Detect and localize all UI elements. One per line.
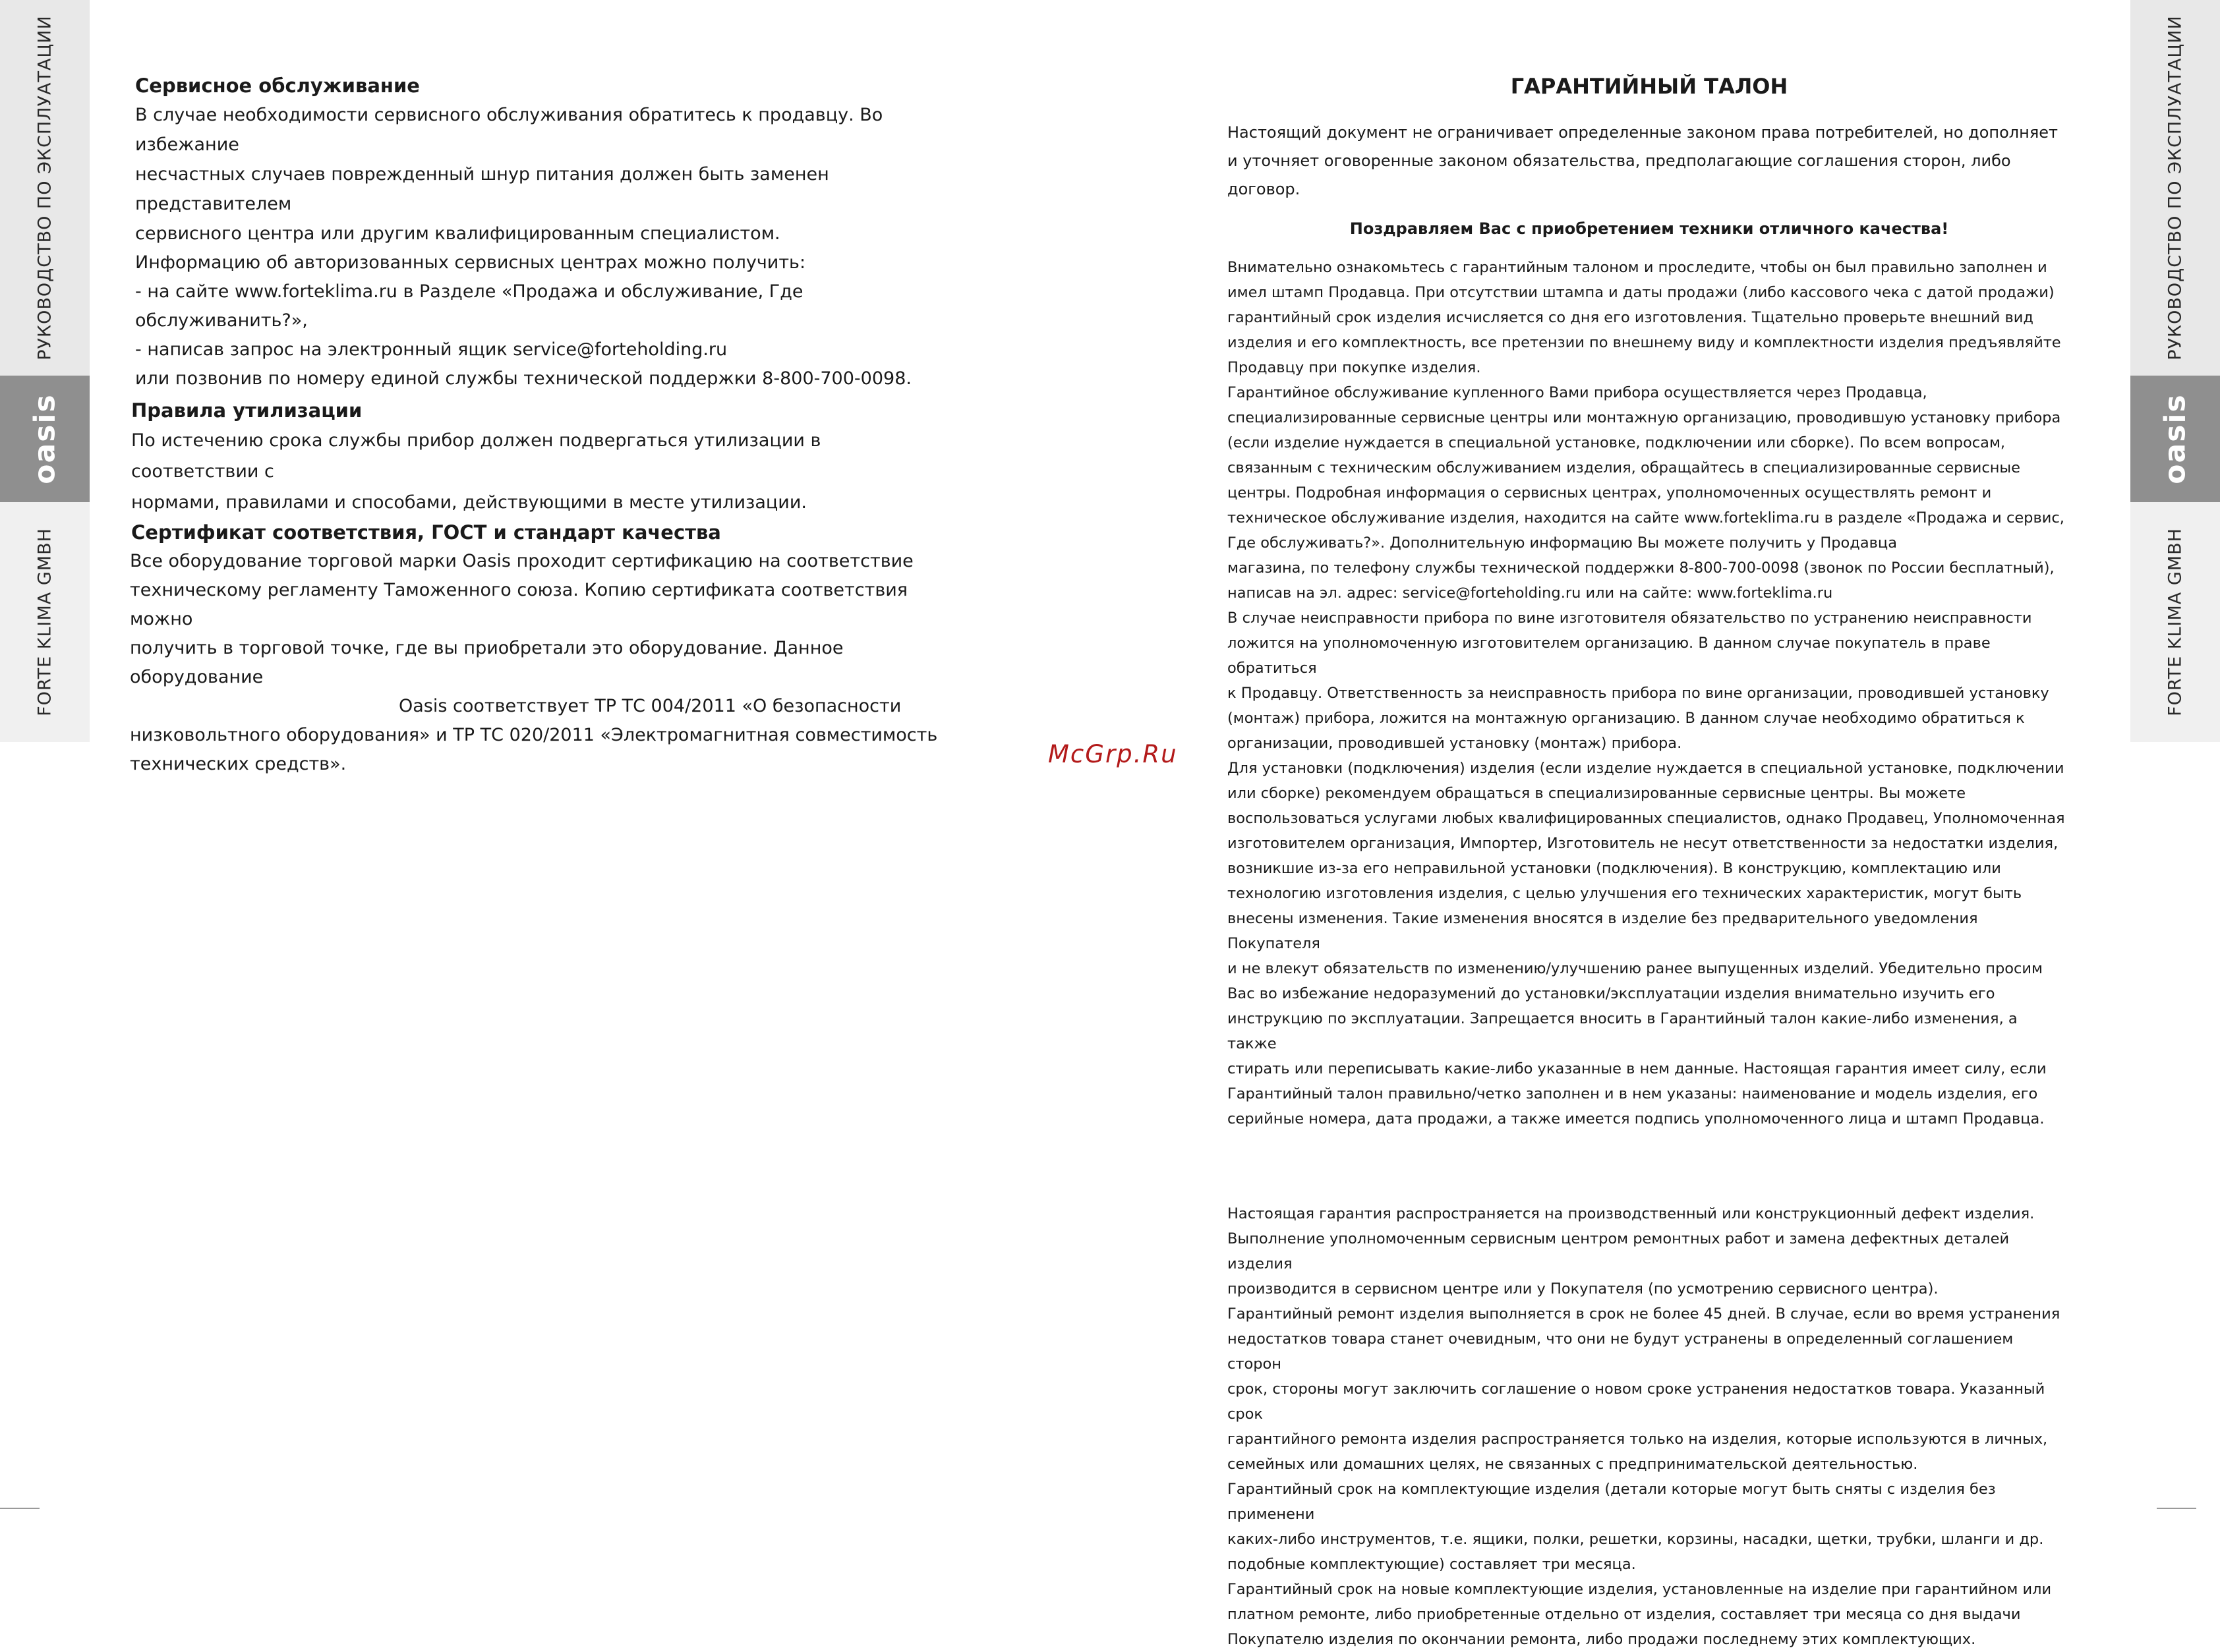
cert-heading: Сертификат соответствия, ГОСТ и стандарт качества (131, 521, 721, 544)
congrats-line: Поздравляем Вас с приобретением техники отличного качества! (1349, 219, 1949, 238)
right-manual-label: РУКОВОДСТВО ПО ЭКСПЛУАТАЦИИ (2165, 15, 2186, 360)
cert-line: получить в торговой точке, где вы приобретали это оборудование. Данное оборудование (130, 638, 844, 687)
cert-center-line: Oasis соответствует ТР ТС 004/2011 «О безопасности (399, 696, 902, 716)
warranty-title: ГАРАНТИЙНЫЙ ТАЛОН (1510, 74, 1788, 99)
service-line: - на сайте www.forteklima.ru в Разделе «Продажа и обслуживание, Где обслуживанить?», (135, 281, 803, 331)
service-line: сервисного центра или другим квалифицированным специалистом. (135, 223, 780, 244)
left-brand-logo: oasis (28, 393, 62, 484)
disposal-heading: Правила утилизации (131, 399, 363, 422)
left-brand-tab (0, 376, 90, 502)
warranty-terms-block: Внимательно ознакомьтесь с гарантийным талоном и проследите, чтобы он был правильно заполнен и имел штамп Продавца. При отсутствии штампа и даты продажи (либо кассового чека с датой продажи) гарантийный срок изделия исчисляется со дня его изготовления. Тщательно проверьте внешний вид изделия и его комплектность, все претензии по внешнему виду и комплектности изделия предъявляйте Продавцу при покупке изделия. Гарантийное обслуживание купленного Вами прибора осуществляется через Продавца, специализированные сервисные центры или монтажную организацию, проводившую установку прибора (если изделие нуждается в специальной установке, подключении или сборке). По всем вопросам, связанным с техническим обслуживанием изделия, обращайтесь в специализированные сервисные центры. Подробная информация о сервисных центрах, уполномоченных осуществлять ремонт и техническое обслуживание изделия, находится на сайте www.forteklima.ru в разделе «Продажа и сервис, Где обслуживать?». Дополнительную информацию Вы можете получить у Продавца магазина, по телефону службы технической поддержки 8-800-700-0098 (звонок по России бесплатный), написав на эл. адрес: service@forteholding.ru или на сайте: www.forteklima.ru В случае неисправности прибора по вине изготовителя обязательство по устранению неисправности ложится на уполномоченную изготовителем организацию. В данном случае покупатель в праве обратиться к Продавцу. Ответственность за неисправность прибора по вине организации, проводившей установку (монтаж) прибора, ложится на монтажную организацию. В данном случае необходимо обратиться к организации, проводившей установку (монтаж) прибора. Для установки (подключения) изделия (если изделие нуждается в специальной установке, подключении или сборке) рекомендуем обращаться в специализированные сервисные центры. Вы можете воспользоваться услугами любых квалифицированных специалистов, однако Продавец, Уполномоченная изготовителем организация, Импортер, Изготовитель не несут ответственности за недостатки изделия, возникшие из-за его неправильной установки (подключения). В конструкцию, комплектацию или технологию изготовления изделия, с целью улучшения его технических характеристик, могут быть внесены изменения. Такие изменения вносятся в изделие без предварительного уведомления Покупателя и не влекут обязательств по изменению/улучшению ранее выпущенных изделий. Убедительно просим Вас во избежание недоразумений до установки/эксплуатации изделия внимательно изучить его инструкцию по эксплуатации. Запрещается вносить в Гарантийный талон какие-либо изменения, а также стирать или переписывать какие-либо указанные в нем данные. Настоящая гарантия имеет силу, если Гарантийный талон правильно/четко заполнен и в нем указаны: наименование и модель изделия, его серийные номера, дата продажи, а также имеется подпись уполномоченного лица и штамп Продавца. (1227, 259, 2065, 1127)
spacer (1227, 1131, 2071, 1201)
cert-line: технических средств». (130, 754, 347, 774)
left-bottom-rule (0, 1508, 40, 1509)
right-page-content (1227, 70, 2071, 1652)
service-line: В случае необходимости сервисного обслуживания обратитесь к продавцу. Во избежание (135, 105, 883, 155)
intro-line: Настоящий документ не ограничивает определенные законом права потребителей, но дополняет (1227, 123, 2059, 142)
service-line: несчастных случаев поврежденный шнур питания должен быть заменен представителем (135, 164, 829, 214)
service-line: или позвонив по номеру единой службы технической поддержки 8-800-700-0098. (135, 368, 912, 389)
cert-line: техническому регламенту Таможенного союза. Копию сертификата соответствия можно (130, 580, 908, 629)
service-heading: Сервисное обслуживание (135, 74, 420, 97)
left-company-label: FORTE KLIMA GMBH (34, 528, 55, 716)
disposal-line: нормами, правилами и способами, действующими в месте утилизации. (131, 492, 807, 513)
intro-line: и уточняет оговоренные законом обязательства, предполагающие соглашения сторон, либо (1227, 152, 2011, 170)
service-line: Информацию об авторизованных сервисных центрах можно получить: (135, 252, 806, 273)
right-manual-tab (2130, 0, 2220, 376)
warranty-repair-block: Настоящая гарантия распространяется на производственный или конструкционный дефект изделия. Выполнение уполномоченным сервисным центром ремонтных работ и замена дефектных деталей изделия производится в сервисном центре или у Покупателя (по усмотрению сервисного центра). Гарантийный ремонт изделия выполняется в срок не более 45 дней. В случае, если во время устранения недостатков товара станет очевидным, что они не будут устранены в определенный соглашением сторон срок, стороны могут заключить соглашение о новом сроке устранения недостатков товара. Указанный срок гарантийного ремонта изделия распространяется только на изделия, которые используются в личных, семейных или домашних целях, не связанных с предпринимательской деятельностью. Гарантийный срок на комплектующие изделия (детали которые могут быть сняты с изделия без применени каких-либо инструментов, т.е. ящики, полки, решетки, корзины, насадки, щетки, трубки, шланги и др. подобные комплектующие) составляет три месяца. Гарантийный срок на новые комплектующие изделия, установленные на изделие при гарантийном или платном ремонте, либо приобретенные отдельно от изделия, составляет три месяца со дня выдачи Покупателю изделия по окончании ремонта, либо продажи последнему этих комплектующих. (1227, 1205, 2060, 1648)
right-company-label: FORTE KLIMA GMBH (2165, 528, 2186, 716)
right-bottom-rule (2157, 1508, 2196, 1509)
cert-line: низковольтного оборудования» и ТР ТС 020/2011 «Электромагнитная совместимость (130, 725, 938, 745)
right-brand-logo: oasis (2158, 393, 2192, 484)
left-manual-tab (0, 0, 90, 376)
right-company-tab (2130, 502, 2220, 742)
watermark: McGrp.Ru (1048, 740, 1178, 768)
right-brand-tab (2130, 376, 2220, 502)
intro-line: договор. (1227, 180, 1300, 198)
left-manual-label: РУКОВОДСТВО ПО ЭКСПЛУАТАЦИИ (34, 15, 55, 360)
left-company-tab (0, 502, 90, 742)
cert-line: Все оборудование торговой марки Oasis проходит сертификацию на соответствие (130, 551, 914, 571)
disposal-line: По истечению срока службы прибор должен подвергаться утилизации в соответствии с (131, 430, 821, 482)
service-line: - написав запрос на электронный ящик service@forteholding.ru (135, 339, 728, 360)
left-page-content (130, 71, 952, 779)
